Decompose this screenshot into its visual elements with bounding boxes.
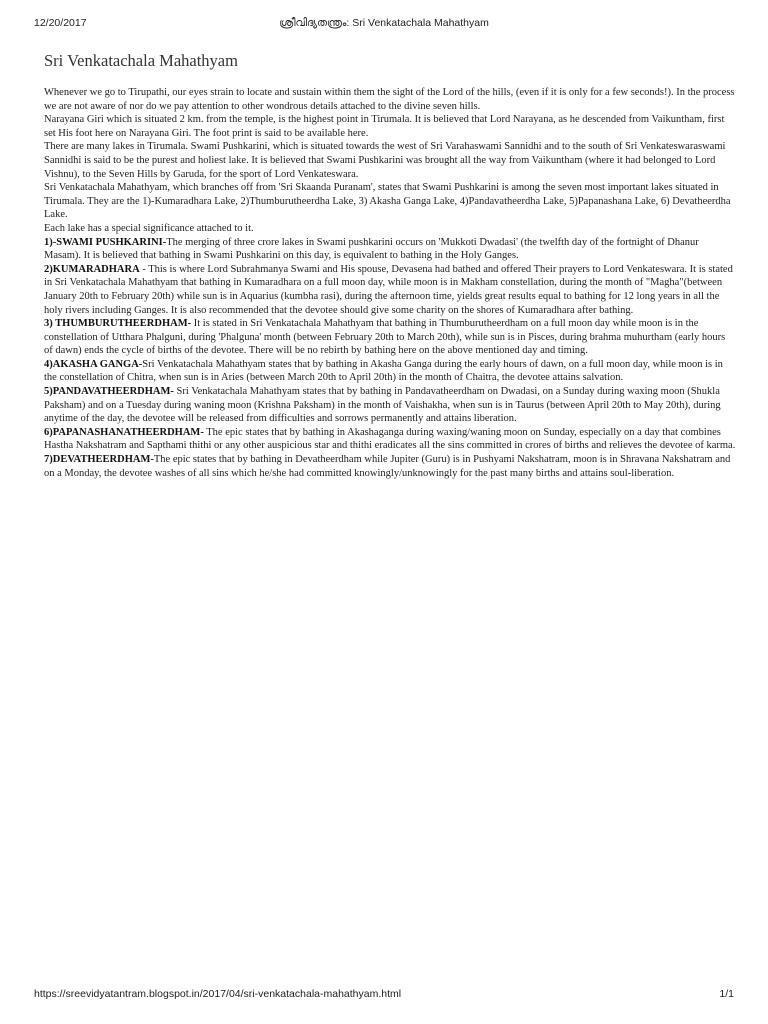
lake-entry <box>44 453 736 480</box>
print-header <box>34 17 734 31</box>
intro-paragraph: Narayana Giri which is situated 2 km. from the temple, is the highest point in Tirumala. It is believed that Lord Narayana, as he descended from Vaikuntham, first set His foot here on Narayana Giri. The foot print is said to be available here. <box>44 114 725 139</box>
lake-description: It is stated in Sri Venkatachala Mahathyam that bathing in Thumburutheerdham on a full moon day while moon is in the constellation of Utthara Phalguni, during 'Phalguna' month (between February 20th to March 20th), while sun is in Pisces, during brahma muhurtham (early hours of dawn) ends the cycle of births of the devotee. There will be no rebirth by bathing here on the above mentioned day and timing. <box>44 318 726 357</box>
post-body <box>44 86 736 480</box>
lake-description: The epic states that by bathing in Devatheerdham while Jupiter (Guru) is in Pushyami Nakshatram, moon is in Shravana Nakshatram and on a Monday, the devotee washes of all sins which he/she had committed knowingly/unknowingly for the past many births and attains soul-liberation. <box>44 454 731 479</box>
intro-paragraph: There are many lakes in Tirumala. Swami Pushkarini, which is situated towards the west of Sri Varahaswami Sannidhi and to the south of Sri Venkateswaraswami Sannidhi is said to be the purest and holiest lake. It is believed that Swami Pushkarini was brought all the way from Vaikuntham (where it had belonged to Lord Vishnu), to the Seven Hills by Garuda, for the sport of Lord Venkateswara. <box>44 141 726 180</box>
lake-heading: 3) THUMBURUTHEERDHAM- <box>44 318 192 330</box>
page-title: ശ്രീവിദ്യതന്ത്രം: Sri Venkatachala Mahathyam <box>279 17 489 29</box>
page-url: https://sreevidyatantram.blogspot.in/2017/04/sri-venkatachala-mahathyam.html <box>34 988 402 1000</box>
lake-heading: 5)PANDAVATHEERDHAM- <box>44 386 174 398</box>
lake-entry <box>44 236 736 263</box>
lake-heading: 1)-SWAMI PUSHKARINI- <box>44 236 167 248</box>
lake-description: The epic states that by bathing in Akashaganga during waxing/waning moon on Sunday, especially on a day that combines Hastha Nakshatram and Sapthami thithi or any other auspicious star and thithi eradicates all the sins committed in crores of births and relieves the devotee of karma. <box>44 426 736 452</box>
post-title: Sri Venkatachala Mahathyam <box>44 51 238 70</box>
intro-paragraph: Whenever we go to Tirupathi, our eyes strain to locate and sustain within them the sight of the Lord of the hills, (even if it is only for a few seconds!). In the process we are not aware of nor do we pay attention to other wondrous details attached to the divine seven hills. <box>44 87 735 112</box>
lake-entry <box>44 317 736 358</box>
print-date: 12/20/2017 <box>34 17 87 29</box>
lake-description: Sri Venkatachala Mahathyam states that by bathing in Akasha Ganga during the early hours of dawn, on a full moon day, while moon is in the constellation of Chitra, when sun is in Aries (between March 20th to April 20th) in the month of Chaitra, the devotee attains salvation. <box>44 358 723 384</box>
lake-entry <box>44 358 736 385</box>
lake-description: - This is where Lord Subrahmanya Swami and His spouse, Devasena had bathed and offered Their prayers to Lord Venkateswara. It is stated in Sri Venkatachala Mahathyam that bathing in Kumaradhara on a full moon day, while moon is in Makham constellation, during the month of "Magha"(between January 20th to February 20th) while sun is in Aquarius (kumbha rasi), during the afternoon time, yields great results equal to bathing for 12 long years in all the holy rivers including Ganges. It is also recommended that the devotee should give some charity on the shores of Kumaradhara after bathing. <box>44 263 733 316</box>
blog-post <box>44 50 736 480</box>
print-footer <box>34 988 734 1002</box>
lake-description: The merging of three crore lakes in Swami pushkarini occurs on 'Mukkoti Dwadasi' (the twelfth day of the fortnight of Dhanur Masam). It is believed that bathing in Swami Pushkarini on this day, is equivalent to bathing in the Holy Ganges. <box>44 236 699 262</box>
lake-heading: 7)DEVATHEERDHAM- <box>44 454 154 466</box>
intro-paragraph: Each lake has a special significance attached to it. <box>44 222 254 234</box>
intro-paragraph: Sri Venkatachala Mahathyam, which branches off from 'Sri Skaanda Puranam', states that Swami Pushkarini is among the seven most important lakes situated in Tirumala. They are the 1)-Kumaradhara Lake, 2)Thumburutheerdha Lake, 3) Akasha Ganga Lake, 4)Pandavatheerdha Lake, 5)Papanashana Lake, 6) Devatheerdha Lake. <box>44 182 731 221</box>
lake-entry <box>44 263 736 317</box>
lake-entry <box>44 385 736 426</box>
lake-description: Sri Venkatachala Mahathyam states that by bathing in Pandavatheerdham on Dwadasi, on a Sunday during waxing moon (Shukla Paksham) and on a Tuesday during waning moon (Krishna Paksham) in the month of Vaishakha, when sun is in Taurus (between April 20th to May 20th), during anytime of the day, the devotee will be released from difficulties and sorrows permanently and attains liberation. <box>44 386 721 425</box>
lake-heading: 2)KUMARADHARA <box>44 263 140 275</box>
lake-heading: 6)PAPANASHANATHEERDHAM- <box>44 426 204 438</box>
lake-heading: 4)AKASHA GANGA- <box>44 358 143 370</box>
page-number: 1/1 <box>719 988 734 1000</box>
lake-entry <box>44 426 736 453</box>
